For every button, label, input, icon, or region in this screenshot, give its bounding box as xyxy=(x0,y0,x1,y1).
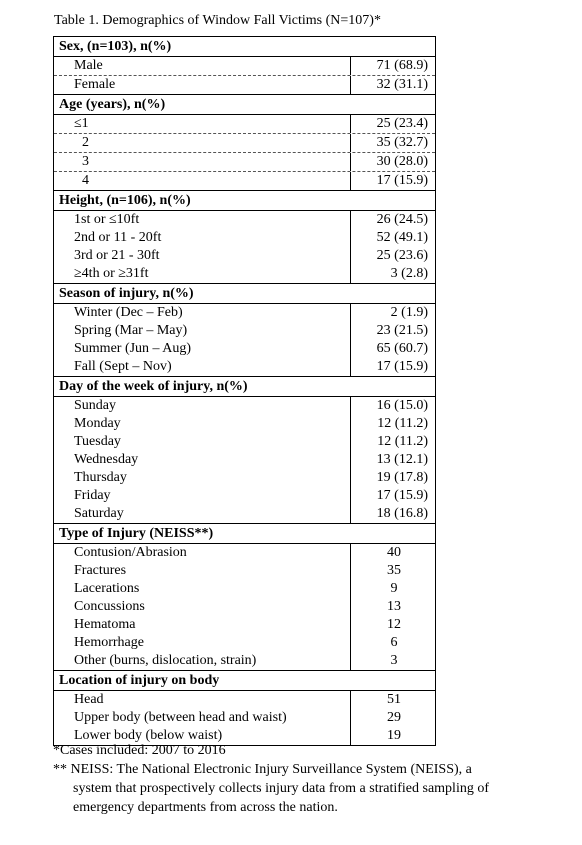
row-label: 4 xyxy=(82,173,89,188)
table-row xyxy=(54,265,435,283)
table-row xyxy=(54,691,435,709)
row-value: 6 xyxy=(350,634,435,652)
section-header: Location of injury on body xyxy=(54,671,435,691)
row-value: 3 xyxy=(350,652,435,670)
section-header: Day of the week of injury, n(%) xyxy=(54,377,435,397)
table-row xyxy=(54,247,435,265)
table-row xyxy=(54,616,435,634)
table-row xyxy=(54,211,435,229)
table-row xyxy=(54,505,435,523)
row-label: 1st or ≤10ft xyxy=(74,212,140,227)
section-season xyxy=(54,284,435,377)
row-value: 17 (15.9) xyxy=(350,358,435,376)
row-value: 23 (21.5) xyxy=(350,322,435,340)
row-value: 18 (16.8) xyxy=(350,505,435,523)
row-value: 26 (24.5) xyxy=(350,211,435,229)
row-label: Other (burns, dislocation, strain) xyxy=(74,653,257,668)
section-location-of-injury xyxy=(54,671,435,745)
row-label: 2 xyxy=(82,135,89,150)
table-row xyxy=(54,709,435,727)
table-row xyxy=(54,340,435,358)
row-value: 25 (23.6) xyxy=(350,247,435,265)
section-header: Type of Injury (NEISS**) xyxy=(54,524,435,544)
row-value: 29 xyxy=(350,709,435,727)
row-label: 3 xyxy=(82,154,89,169)
row-value: 65 (60.7) xyxy=(350,340,435,358)
row-label: 3rd or 21 - 30ft xyxy=(74,248,160,263)
footnote-neiss-line: ** NEISS: The National Electronic Injury Surveillance System (NEISS), a xyxy=(53,762,472,777)
row-label: Fractures xyxy=(74,563,127,578)
table-row xyxy=(54,152,435,171)
footnote-neiss-line: emergency departments from across the nation. xyxy=(73,800,338,815)
footnote-neiss-line: system that prospectively collects injury data from a stratified sampling of xyxy=(73,781,490,796)
row-value: 12 xyxy=(350,616,435,634)
table-row xyxy=(54,75,435,94)
section-age xyxy=(54,95,435,191)
row-label: Winter (Dec – Feb) xyxy=(74,305,183,320)
row-value: 2 (1.9) xyxy=(350,304,435,322)
row-value: 30 (28.0) xyxy=(350,153,435,171)
row-label: Sunday xyxy=(74,398,116,413)
row-value: 32 (31.1) xyxy=(350,76,435,94)
row-value: 12 (11.2) xyxy=(350,415,435,433)
table-row xyxy=(54,415,435,433)
row-value: 16 (15.0) xyxy=(350,397,435,415)
row-value: 3 (2.8) xyxy=(350,265,435,283)
table-row xyxy=(54,115,435,133)
section-header: Season of injury, n(%) xyxy=(54,284,435,304)
row-label: Contusion/Abrasion xyxy=(74,545,187,560)
section-header: Height, (n=106), n(%) xyxy=(54,191,435,211)
row-label: Upper body (between head and waist) xyxy=(74,710,287,725)
table-row xyxy=(54,451,435,469)
row-label: Summer (Jun – Aug) xyxy=(74,341,192,356)
table-row xyxy=(54,358,435,376)
row-label: Hemorrhage xyxy=(74,635,144,650)
table-row xyxy=(54,487,435,505)
table-row xyxy=(54,322,435,340)
row-value: 9 xyxy=(350,580,435,598)
row-label: Monday xyxy=(74,416,121,431)
row-label: Concussions xyxy=(74,599,145,614)
row-label: ≥4th or ≥31ft xyxy=(74,266,149,281)
table-caption: Table 1. Demographics of Window Fall Victims (N=107)* xyxy=(54,13,381,28)
table-row xyxy=(54,133,435,152)
table-row xyxy=(54,598,435,616)
table-row xyxy=(54,229,435,247)
row-label: Hematoma xyxy=(74,617,136,632)
row-label: Spring (Mar – May) xyxy=(74,323,188,338)
row-value: 40 xyxy=(350,544,435,562)
row-label: 2nd or 11 - 20ft xyxy=(74,230,162,245)
row-value: 35 xyxy=(350,562,435,580)
row-label: Fall (Sept – Nov) xyxy=(74,359,172,374)
row-label: Tuesday xyxy=(74,434,121,449)
footnote-cases: *Cases included: 2007 to 2016 xyxy=(53,743,226,758)
row-label: Lower body (below waist) xyxy=(74,728,223,743)
table-row xyxy=(54,544,435,562)
row-value: 17 (15.9) xyxy=(350,487,435,505)
row-label: Wednesday xyxy=(74,452,139,467)
row-value: 19 xyxy=(350,727,435,745)
row-label: Head xyxy=(74,692,104,707)
section-day-of-week xyxy=(54,377,435,524)
row-label: Friday xyxy=(74,488,111,503)
table-row xyxy=(54,397,435,415)
table-row xyxy=(54,580,435,598)
row-value: 35 (32.7) xyxy=(350,134,435,152)
row-label: Female xyxy=(74,77,116,92)
table-row xyxy=(54,634,435,652)
section-header: Sex, (n=103), n(%) xyxy=(54,37,435,57)
row-value: 13 xyxy=(350,598,435,616)
row-value: 19 (17.8) xyxy=(350,469,435,487)
row-value: 71 (68.9) xyxy=(350,57,435,75)
row-label: Male xyxy=(74,58,103,73)
row-label: ≤1 xyxy=(74,116,89,131)
row-label: Saturday xyxy=(74,506,124,521)
table-row xyxy=(54,433,435,451)
footnote-neiss xyxy=(53,760,489,817)
table-row xyxy=(54,171,435,190)
table-row xyxy=(54,469,435,487)
demographics-table xyxy=(53,36,436,746)
table-row xyxy=(54,57,435,75)
row-value: 17 (15.9) xyxy=(350,172,435,190)
row-value: 52 (49.1) xyxy=(350,229,435,247)
row-label: Thursday xyxy=(74,470,127,485)
section-header: Age (years), n(%) xyxy=(54,95,435,115)
row-value: 13 (12.1) xyxy=(350,451,435,469)
table-row xyxy=(54,562,435,580)
table-row xyxy=(54,304,435,322)
section-height xyxy=(54,191,435,284)
row-label: Lacerations xyxy=(74,581,140,596)
row-value: 51 xyxy=(350,691,435,709)
row-value: 12 (11.2) xyxy=(350,433,435,451)
table-row xyxy=(54,652,435,670)
row-value: 25 (23.4) xyxy=(350,115,435,133)
section-type-of-injury xyxy=(54,524,435,671)
section-sex xyxy=(54,37,435,95)
